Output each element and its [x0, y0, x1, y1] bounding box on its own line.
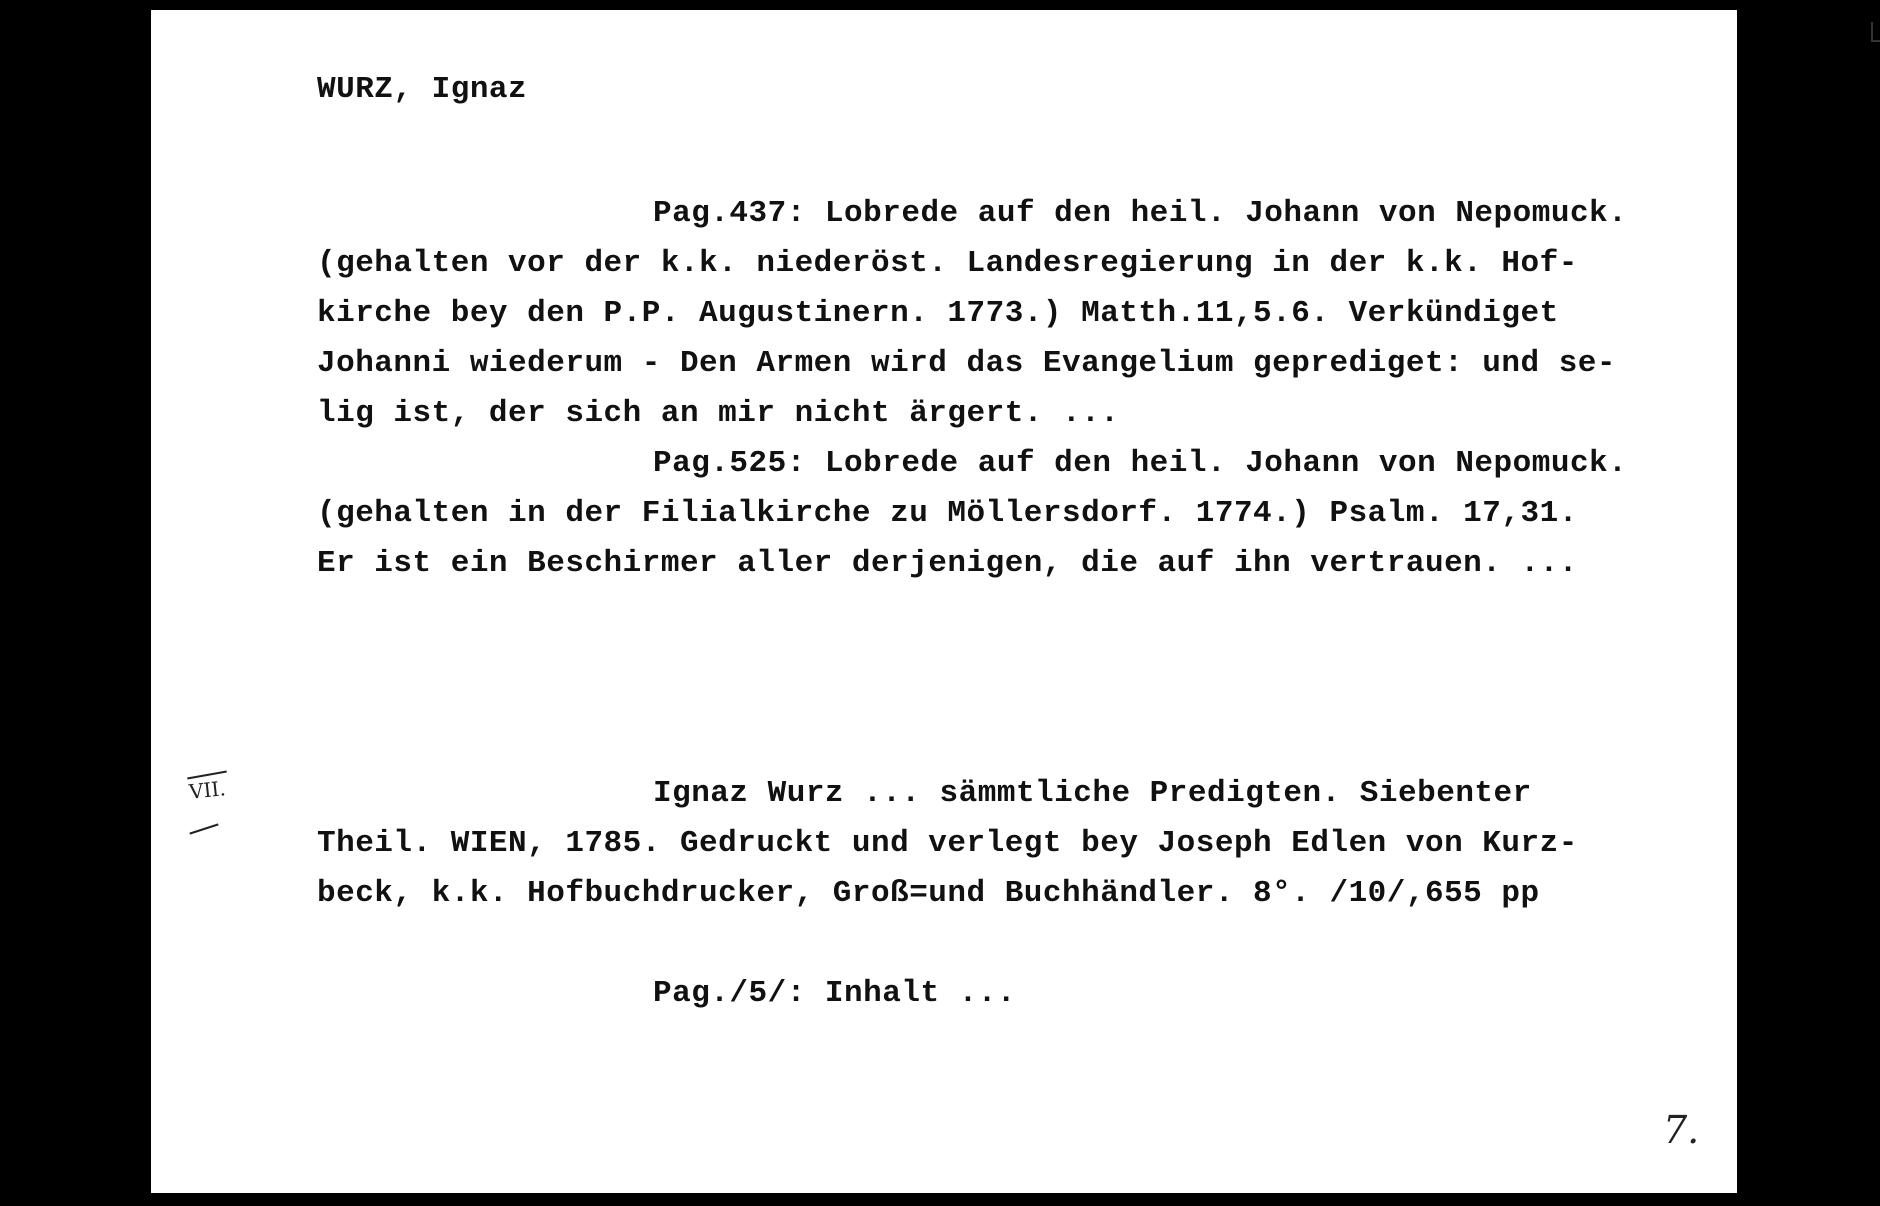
entry-1-line-2: (gehalten vor der k.k. niederöst. Landesregierung in der k.k. Hof- [317, 246, 1578, 281]
entry-3-line-2: Theil. WIEN, 1785. Gedruckt und verlegt bey Joseph Edlen von Kurz- [317, 826, 1578, 861]
margin-stroke-bottom [189, 823, 218, 834]
entry-3-line-3: beck, k.k. Hofbuchdrucker, Groß=und Buchhändler. 8°. /10/,655 pp [317, 876, 1540, 911]
index-card [151, 10, 1737, 1193]
entry-4-line-1: Pag./5/: Inhalt ... [653, 976, 1016, 1011]
card-heading: WURZ, Ignaz [317, 72, 528, 107]
entry-1-line-1: Pag.437: Lobrede auf den heil. Johann von Nepomuck. [653, 196, 1628, 231]
entry-3-line-1: Ignaz Wurz ... sämmtliche Predigten. Siebenter [653, 776, 1532, 811]
entry-1-line-4: Johanni wiederum - Den Armen wird das Evangelium geprediget: und se- [317, 346, 1617, 381]
entry-1-line-3: kirche bey den P.P. Augustinern. 1773.) Matth.11,5.6. Verkündiget [317, 296, 1559, 331]
entry-2-line-3: Er ist ein Beschirmer aller derjenigen, die auf ihn vertrauen. ... [317, 546, 1578, 581]
entry-2-line-2: (gehalten in der Filialkirche zu Möllersdorf. 1774.) Psalm. 17,31. [317, 496, 1578, 531]
margin-volume-note: VII. [187, 776, 227, 804]
corner-fold-mark [1871, 22, 1880, 42]
page-number: 7. [1663, 1108, 1700, 1152]
entry-1-line-5: lig ist, der sich an mir nicht ärgert. ... [317, 396, 1120, 431]
entry-2-line-1: Pag.525: Lobrede auf den heil. Johann von Nepomuck. [653, 446, 1628, 481]
